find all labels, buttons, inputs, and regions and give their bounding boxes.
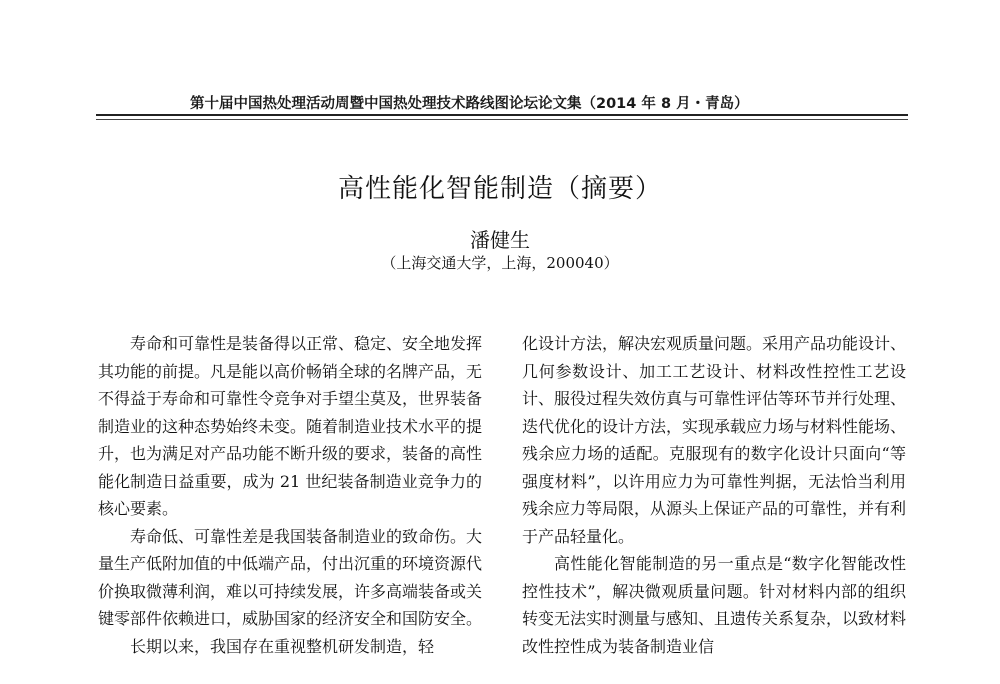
header-rule-thin [96, 119, 908, 120]
paragraph: 寿命和可靠性是装备得以正常、稳定、安全地发挥其功能的前提。凡是能以高价畅销全球的名牌产品，无不得益于寿命和可靠性令竞争对手望尘莫及，世界装备制造业的这种态势始终未变。随着制造业技术水平的提升，也为满足对产品功能不断升级的要求，装备的高性能化制造日益重要，成为 21 世纪装备制造业竞争力的核心要素。 [98, 334, 483, 518]
paragraph: 寿命低、可靠性差是我国装备制造业的致命伤。大量生产低附加值的中低端产品，付出沉重的环境资源代价换取微薄利润，难以可持续发展，许多高端装备或关键零部件依赖进口，威胁国家的经济安全和国防安全。 [98, 526, 483, 628]
author-affiliation: （上海交通大学，上海，200040） [381, 254, 619, 272]
header-rule-thick [96, 114, 908, 116]
running-header: 第十届中国热处理活动周暨中国热处理技术路线图论坛论文集（2014 年 8 月・青岛） [190, 96, 749, 112]
left-column [98, 330, 482, 660]
paragraph: 长期以来，我国存在重视整机研发制造，轻 [130, 636, 435, 656]
right-column [522, 330, 906, 660]
paragraph: 高性能化智能制造的另一重点是“数字化智能改性控性技术”，解决微观质量问题。针对材料内部的组织转变无法实时测量与感知、且遗传关系复杂，以致材料改性控性成为装备制造业信 [522, 554, 907, 656]
paper-title: 高性能化智能制造（摘要） [337, 174, 662, 204]
author-name: 潘健生 [470, 228, 530, 252]
paragraph: 化设计方法，解决宏观质量问题。采用产品功能设计、几何参数设计、加工工艺设计、材料改性控性工艺设计、服役过程失效仿真与可靠性评估等环节并行处理、迭代优化的设计方法，实现承载应力场与材料性能场、残余应力场的适配。克服现有的数字化设计只面向“等强度材料”，以许用应力为可靠性判据，无法恰当利用残余应力等局限，从源头上保证产品的可靠性，并有利于产品轻量化。 [522, 334, 907, 546]
